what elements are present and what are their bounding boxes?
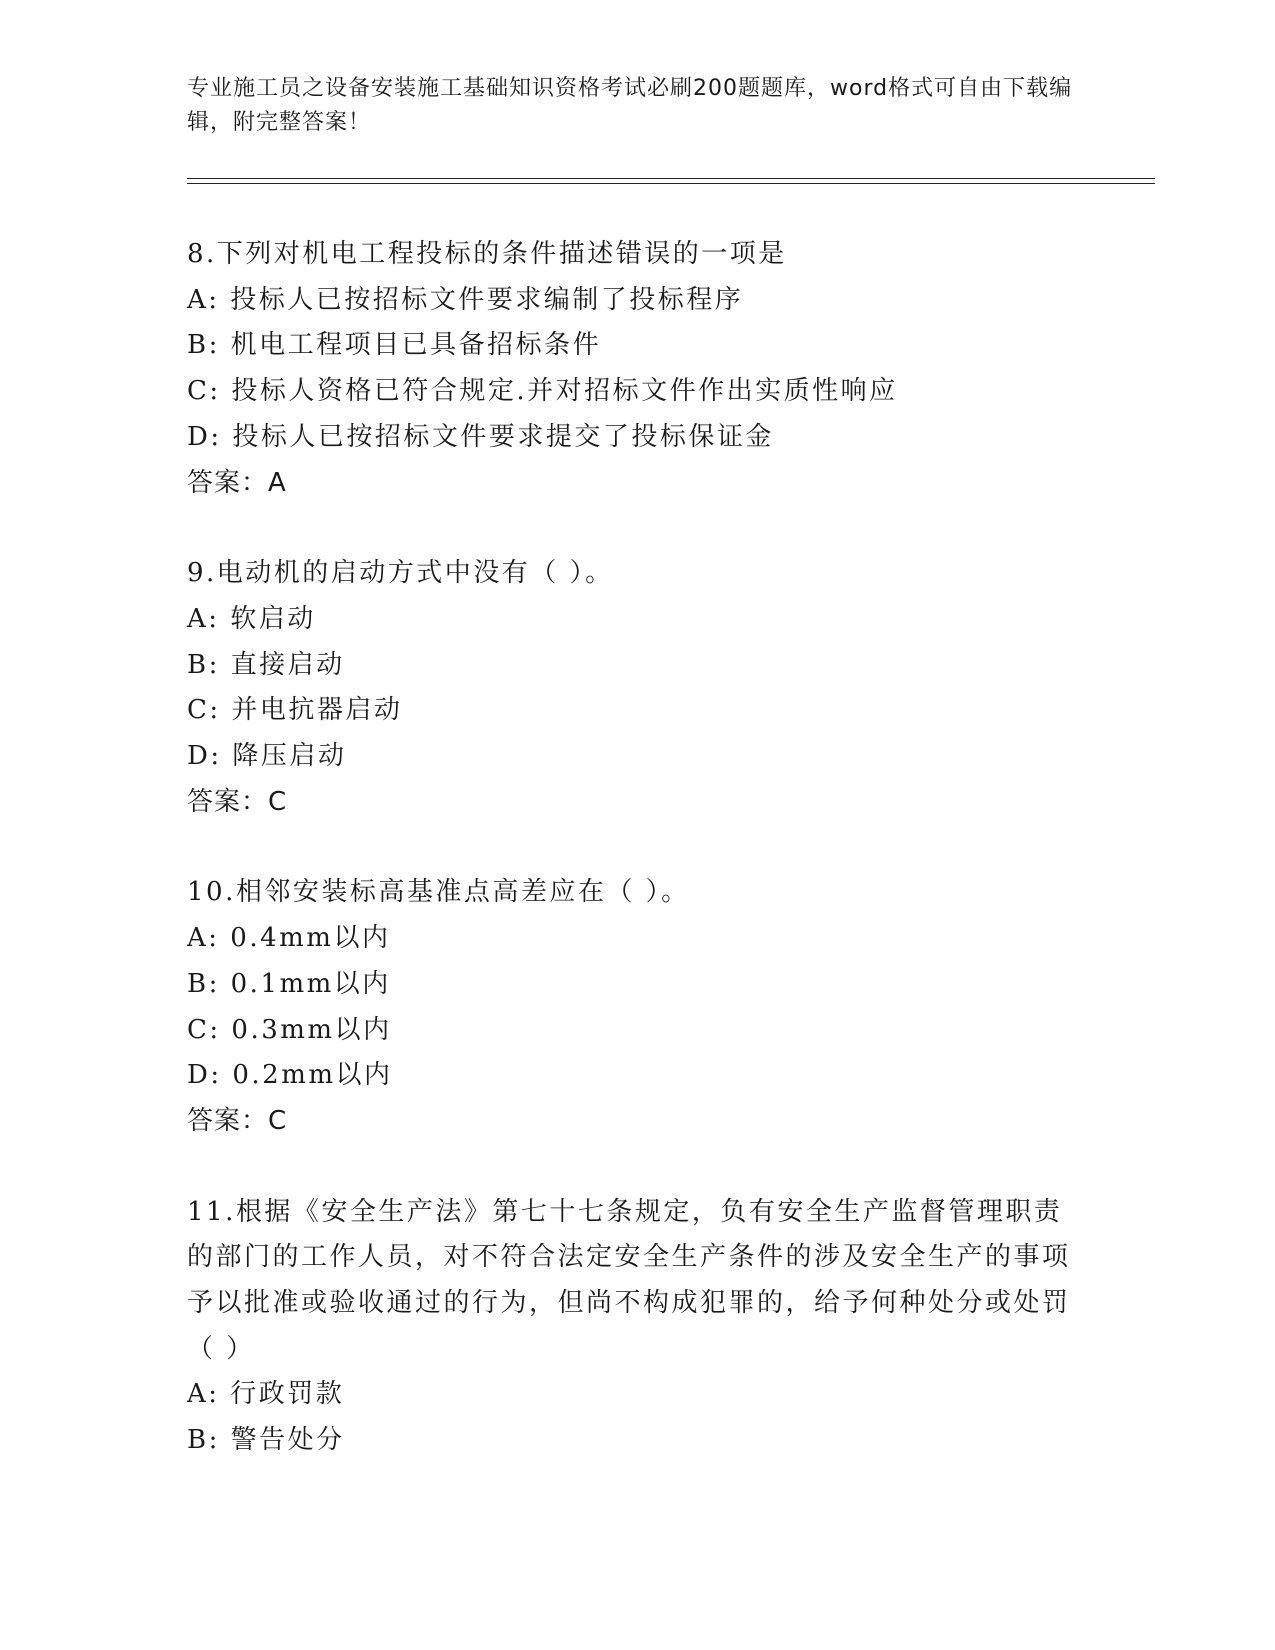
option-d: D: 降压启动 xyxy=(187,741,347,772)
question-10 xyxy=(187,870,1087,1144)
question-8 xyxy=(187,232,1087,506)
option-a: A: 0.4mm以内 xyxy=(187,923,391,954)
option-c: C: 并电抗器启动 xyxy=(187,695,403,726)
question-stem: 9.电动机的启动方式中没有（ ）。 xyxy=(187,558,614,589)
option-c: C: 投标人资格已符合规定.并对招标文件作出实质性响应 xyxy=(187,376,898,407)
question-stem: 11.根据《安全生产法》第七十七条规定，负有安全生产监督管理职责的部门的工作人员，对不符合法定安全生产条件的涉及安全生产的事项予以批准或验收通过的行为，但尚不构成犯罪的，给予何种处分或处罚（ ） xyxy=(187,1196,1071,1364)
option-b: B: 直接启动 xyxy=(187,649,345,680)
option-b: B: 警告处分 xyxy=(187,1425,345,1456)
option-d: D: 0.2mm以内 xyxy=(187,1060,393,1091)
header-divider-bottom xyxy=(187,183,1155,184)
question-list xyxy=(187,232,1087,1509)
option-a: A: 投标人已按招标文件要求编制了投标程序 xyxy=(187,284,744,315)
answer-line: 答案：C xyxy=(187,1105,288,1136)
question-11 xyxy=(187,1190,1087,1464)
question-stem: 10.相邻安装标高基准点高差应在（ ）。 xyxy=(187,877,690,908)
option-a: A: 软启动 xyxy=(187,603,316,634)
question-9 xyxy=(187,551,1087,825)
answer-line: 答案：C xyxy=(187,786,288,817)
question-stem: 8.下列对机电工程投标的条件描述错误的一项是 xyxy=(187,239,787,269)
option-d: D: 投标人已按招标文件要求提交了投标保证金 xyxy=(187,421,774,452)
option-c: C: 0.3mm以内 xyxy=(187,1014,392,1045)
option-b: B: 0.1mm以内 xyxy=(187,968,391,999)
option-b: B: 机电工程项目已具备招标条件 xyxy=(187,330,602,361)
option-a: A: 行政罚款 xyxy=(187,1379,345,1410)
answer-line: 答案：A xyxy=(187,467,287,498)
document-header: 专业施工员之设备安装施工基础知识资格考试必刷200题题库，word格式可自由下载编辑，附完整答案！ xyxy=(187,76,1073,135)
header-divider-top xyxy=(187,178,1155,179)
